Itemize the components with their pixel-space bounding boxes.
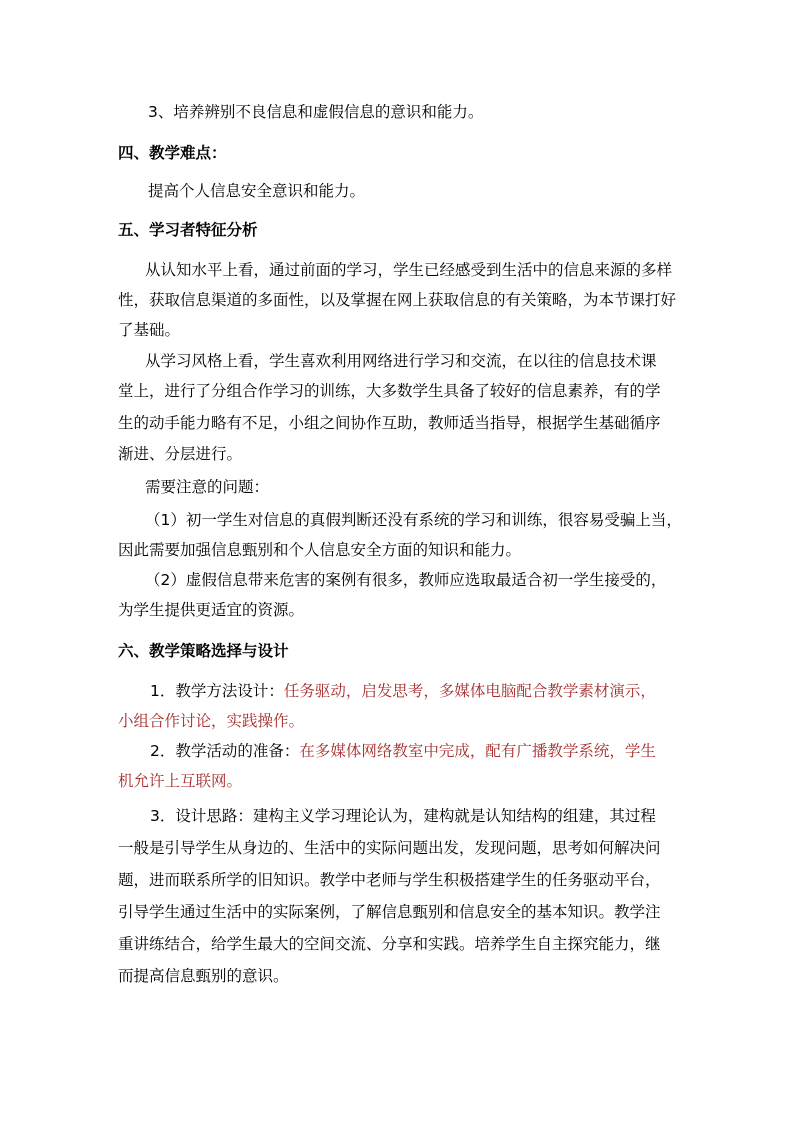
strategy-item-2-highlight: 在多媒体网络教室中完成，配有广播教学系统，学生 bbox=[299, 742, 656, 760]
paragraph-line: 而提高信息甄别的意识。 bbox=[118, 967, 289, 985]
section-5-heading: 五、学习者特征分析 bbox=[118, 221, 258, 239]
section-6-heading: 六、教学策略选择与设计 bbox=[118, 642, 289, 660]
paragraph-line: 题，进而联系所学的旧知识。教学中老师与学生积极搭建学生的任务驱动平台， bbox=[118, 871, 661, 889]
paragraph-line: 了基础。 bbox=[118, 321, 181, 339]
strategy-item-2-label: 2．教学活动的准备： bbox=[150, 742, 300, 760]
strategy-item-1-label: 1．教学方法设计： bbox=[150, 682, 284, 700]
strategy-item-2 bbox=[150, 740, 656, 762]
paragraph-line: 堂上，进行了分组合作学习的训练，大多数学生具备了较好的信息素养，有的学 bbox=[118, 382, 661, 400]
paragraph-line: （2）虚假信息带来危害的案例有很多，教师应选取最适合初一学生接受的， bbox=[145, 571, 667, 589]
strategy-item-1 bbox=[150, 680, 656, 702]
paragraph-line: 从认知水平上看，通过前面的学习，学生已经感受到生活中的信息来源的多样 bbox=[145, 261, 673, 279]
strategy-item-1-highlight-cont: 小组合作讨论，实践操作。 bbox=[118, 712, 305, 730]
paragraph-line: （1）初一学生对信息的真假判断还没有系统的学习和训练，很容易受骗上当， bbox=[145, 511, 682, 529]
strategy-item-2-highlight-cont: 机允许上互联网。 bbox=[118, 772, 243, 790]
paragraph-line: 需要注意的问题： bbox=[145, 478, 270, 496]
paragraph-line: 重讲练结合，给学生最大的空间交流、分享和实践。培养学生自主探究能力，继 bbox=[118, 935, 661, 953]
paragraph-line: 从学习风格上看，学生喜欢利用网络进行学习和交流，在以往的信息技术课 bbox=[145, 352, 657, 370]
section-4-text: 提高个人信息安全意识和能力。 bbox=[148, 182, 366, 200]
strategy-item-3: 3．设计思路：建构主义学习理论认为，建构就是认知结构的组建，其过程 bbox=[150, 807, 656, 825]
paragraph-line: 一般是引导学生从身边的、生活中的实际问题出发，发现问题，思考如何解决问 bbox=[118, 839, 661, 857]
paragraph-line: 为学生提供更适宜的资源。 bbox=[118, 601, 305, 619]
paragraph-line: 性，获取信息渠道的多面性，以及掌握在网上获取信息的有关策略，为本节课打好 bbox=[118, 291, 677, 309]
paragraph-line: 渐进、分层进行。 bbox=[118, 445, 243, 463]
paragraph-line: 引导学生通过生活中的实际案例，了解信息甄别和信息安全的基本知识。教学注 bbox=[118, 903, 661, 921]
paragraph-line: 生的动手能力略有不足，小组之间协作互助，教师适当指导，根据学生基础循序 bbox=[118, 414, 661, 432]
objective-item-3: 3、培养辨别不良信息和虚假信息的意识和能力。 bbox=[148, 103, 484, 121]
section-4-heading: 四、教学难点： bbox=[118, 144, 227, 162]
paragraph-line: 因此需要加强信息甄别和个人信息安全方面的知识和能力。 bbox=[118, 541, 522, 559]
strategy-item-1-highlight: 任务驱动，启发思考，多媒体电脑配合教学素材演示， bbox=[283, 682, 656, 700]
